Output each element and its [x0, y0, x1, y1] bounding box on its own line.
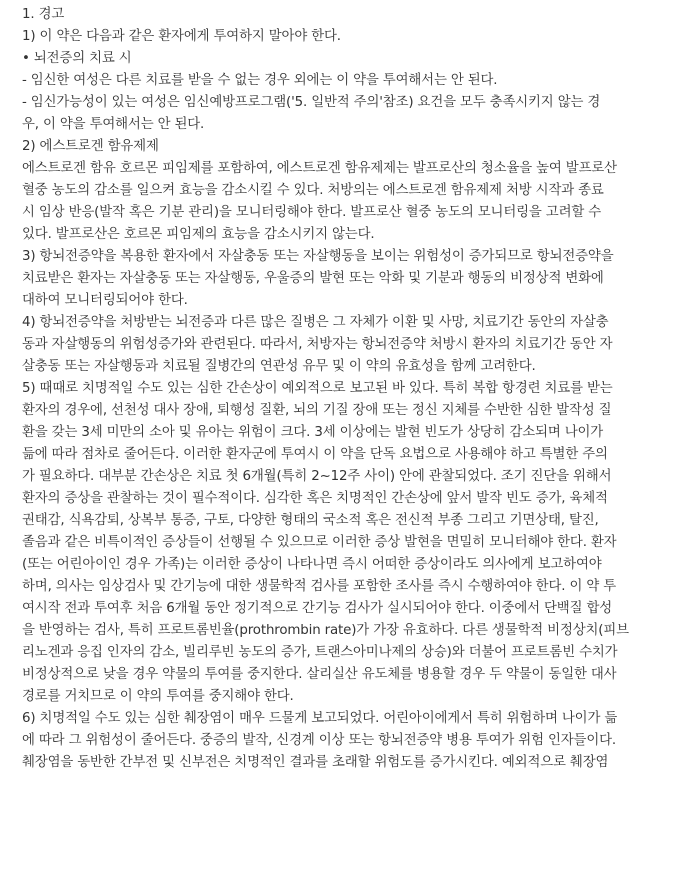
text-line: 2) 에스트로겐 함유제제 [22, 139, 159, 154]
text-line: 가 필요하다. 대부분 간손상은 치료 첫 6개월(특히 2~12주 사이) 안에 관찰되었다. 조기 진단을 위해서 [22, 469, 612, 484]
text-line: - 임신한 여성은 다른 치료를 받을 수 없는 경우 외에는 이 약을 투여해서는 안 된다. [22, 73, 498, 88]
text-line: 6) 치명적일 수도 있는 심한 췌장염이 매우 드물게 보고되었다. 어린아이에게서 특히 위험하며 나이가 듦 [22, 711, 618, 726]
text-line: 권태감, 식욕감퇴, 상복부 통증, 구토, 다양한 형태의 국소적 혹은 전신적 부종 그리고 기면상태, 탈진, [22, 513, 599, 528]
text-line: 5) 때때로 치명적일 수도 있는 심한 간손상이 예외적으로 보고된 바 있다. 특히 복합 항경련 치료를 받는 [22, 381, 613, 396]
text-line: 시 임상 반응(발작 혹은 기분 관리)을 모니터링해야 한다. 발프로산 혈중 농도의 모니터링을 고려할 수 [22, 205, 602, 220]
text-line: 을 반영하는 검사, 특히 프로트롬빈율(prothrombin rate)가 가장 유효하다. 다른 생물학적 비정상치(피브 [22, 623, 629, 638]
text-line: 동과 자살행동의 위험성증가와 관련된다. 따라서, 처방자는 항뇌전증약 처방시 환자의 치료기간 동안 자 [22, 337, 613, 352]
text-line: 환자의 경우에, 선천성 대사 장애, 퇴행성 질환, 뇌의 기질 장애 또는 정신 지체를 수반한 심한 발작성 질 [22, 403, 612, 418]
text-line: 경로를 거치므로 이 약의 투여를 중지해야 한다. [22, 689, 294, 704]
text-line: 혈중 농도의 감소를 일으켜 효능을 감소시킬 수 있다. 처방의는 에스트로겐 함유제제 처방 시작과 종료 [22, 183, 604, 198]
text-line: 1) 이 약은 다음과 같은 환자에게 투여하지 말아야 한다. [22, 29, 341, 44]
text-line: 췌장염을 동반한 간부전 및 신부전은 치명적인 결과를 초래할 위험도를 증가시킨다. 예외적으로 췌장염 [22, 755, 609, 770]
text-line: 여시작 전과 투여후 처음 6개월 동안 정기적으로 간기능 검사가 실시되어야 한다. 이중에서 단백질 합성 [22, 601, 613, 616]
text-line: 환을 갖는 3세 미만의 소아 및 유아는 위험이 크다. 3세 이상에는 발현 빈도가 상당히 감소되며 나이가 [22, 425, 604, 440]
text-line: 치료받은 환자는 자살충동 또는 자살행동, 우울증의 발현 또는 악화 및 기분과 행동의 비정상적 변화에 [22, 271, 604, 286]
text-line: 듦에 따라 점차로 줄어든다. 이러한 환자군에 투여시 이 약을 단독 요법으로 사용해야 하고 특별한 주의 [22, 447, 608, 462]
text-line: 있다. 발프로산은 호르몬 피임제의 효능을 감소시키지 않는다. [22, 227, 375, 242]
text-line: 4) 항뇌전증약을 처방받는 뇌전증과 다른 많은 질병은 그 자체가 이환 및 사망, 치료기간 동안의 자살충 [22, 315, 609, 330]
text-line: 졸음과 같은 비특이적인 증상들이 선행될 수 있으므로 이러한 증상 발현을 면밀히 모니터해야 한다. 환자 [22, 535, 617, 550]
text-line: 리노겐과 응집 인자의 감소, 빌리루빈 농도의 증가, 트랜스아미나제의 상승)와 더불어 프로트롬빈 수치가 [22, 645, 618, 660]
section-heading: 1. 경고 [22, 7, 65, 22]
text-line: 3) 항뇌전증약을 복용한 환자에서 자살충동 또는 자살행동을 보이는 위험성이 증가되므로 항뇌전증약을 [22, 249, 614, 264]
text-line: (또는 어린아이인 경우 가족)는 이러한 증상이 나타나면 즉시 어떠한 증상이라도 의사에게 보고하여야 [22, 557, 602, 572]
text-line: 하며, 의사는 임상검사 및 간기능에 대한 생물학적 검사를 포함한 조사를 즉시 수행하여야 한다. 이 약 투 [22, 579, 617, 594]
text-line: 대하여 모니터링되어야 한다. [22, 293, 188, 308]
text-line: 우, 이 약을 투여해서는 안 된다. [22, 117, 205, 132]
text-line: 비정상적으로 낮을 경우 약물의 투여를 중지한다. 살리실산 유도체를 병용할 경우 두 약물이 동일한 대사 [22, 667, 617, 682]
text-line: 에스트로겐 함유 호르몬 피임제를 포함하여, 에스트로겐 함유제제는 발프로산의 청소율을 높여 발프로산 [22, 161, 617, 176]
text-line: - 임신가능성이 있는 여성은 임신예방프로그램('5. 일반적 주의'참조) 요건을 모두 충족시키지 않는 경 [22, 95, 601, 110]
text-line: 에 따라 그 위험성이 줄어든다. 중증의 발작, 신경계 이상 또는 항뇌전증약 병용 투여가 위험 인자들이다. [22, 733, 617, 748]
text-line: 살충동 또는 자살행동과 치료될 질병간의 연관성 유무 및 이 약의 유효성을 함께 고려한다. [22, 359, 536, 374]
text-line: 환자의 증상을 관찰하는 것이 필수적이다. 심각한 혹은 치명적인 간손상에 앞서 발작 빈도 증가, 육체적 [22, 491, 608, 506]
text-line: • 뇌전증의 치료 시 [22, 51, 132, 66]
